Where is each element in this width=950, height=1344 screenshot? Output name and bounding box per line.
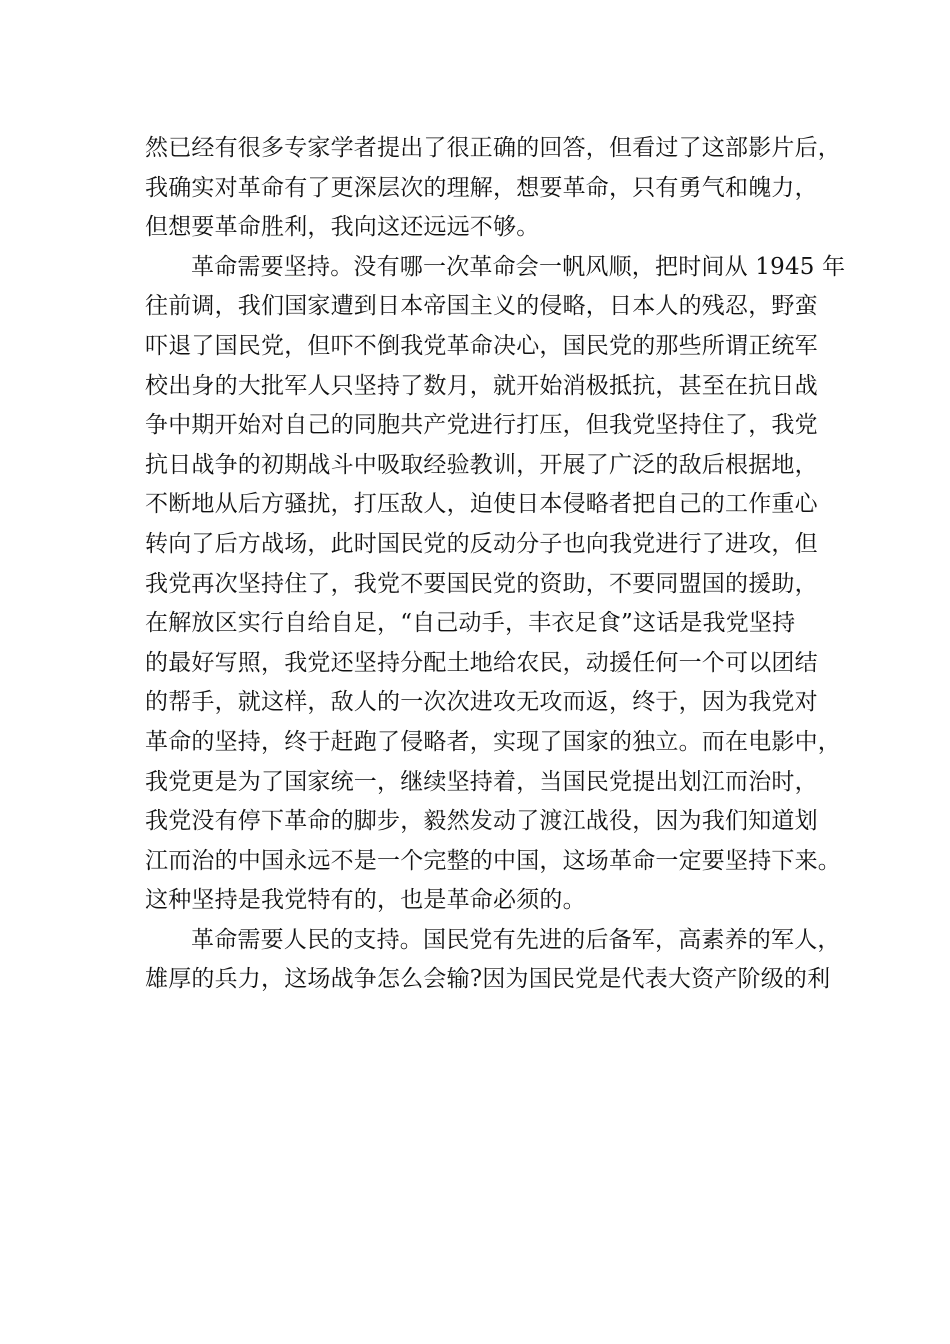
text-line: 抗日战争的初期战斗中吸取经验教训，开展了广泛的敌后根据地，	[145, 451, 818, 478]
text-line: 我党更是为了国家统一，继续坚持着，当国民党提出划江而治时，	[145, 768, 818, 795]
text-line: 的帮手，就这样，敌人的一次次进攻无攻而返，终于，因为我党对	[145, 689, 818, 716]
text-line: 然已经有很多专家学者提出了很正确的回答，但看过了这部影片后，	[145, 135, 841, 161]
text-line: 江而治的中国永远不是一个完整的中国，这场革命一定要坚持下来。	[145, 847, 841, 874]
text-line: 我党没有停下革命的脚步，毅然发动了渡江战役，因为我们知道划	[145, 808, 818, 835]
text-line: 吓退了国民党，但吓不倒我党革命决心，国民党的那些所谓正统军	[145, 332, 818, 359]
text-line: 我确实对革命有了更深层次的理解，想要革命，只有勇气和魄力，	[145, 174, 818, 201]
paragraph-first-line: 革命需要坚持。没有哪一次革命会一帆风顺，把时间从 1945 年	[191, 253, 846, 280]
text-line: 这种坚持是我党特有的，也是革命必须的。	[145, 887, 586, 914]
text-line: 不断地从后方骚扰，打压敌人，迫使日本侵略者把自己的工作重心	[145, 491, 818, 518]
text-line: 我党再次坚持住了，我党不要国民党的资助，不要同盟国的援助，	[145, 570, 818, 597]
text-line: 在解放区实行自给自足，“自己动手，丰衣足食”这话是我党坚持	[145, 610, 796, 637]
text-line: 革命的坚持，终于赶跑了侵略者，实现了国家的独立。而在电影中，	[145, 728, 841, 755]
text-line: 校出身的大批军人只坚持了数月，就开始消极抵抗，甚至在抗日战	[145, 372, 818, 399]
text-line: 争中期开始对自己的同胞共产党进行打压，但我党坚持住了，我党	[145, 412, 818, 439]
text-line: 往前调，我们国家遭到日本帝国主义的侵略，日本人的残忍，野蛮	[145, 293, 818, 320]
text-line: 雄厚的兵力，这场战争怎么会输?因为国民党是代表大资产阶级的利	[145, 966, 831, 993]
body-text	[145, 129, 845, 1000]
paragraph-first-line: 革命需要人民的支持。国民党有先进的后备军，高素养的军人，	[191, 926, 841, 953]
text-line: 但想要革命胜利，我向这还远远不够。	[145, 214, 540, 241]
text-line: 的最好写照，我党还坚持分配土地给农民，动援任何一个可以团结	[145, 649, 818, 676]
text-line: 转向了后方战场，此时国民党的反动分子也向我党进行了进攻，但	[145, 530, 818, 557]
